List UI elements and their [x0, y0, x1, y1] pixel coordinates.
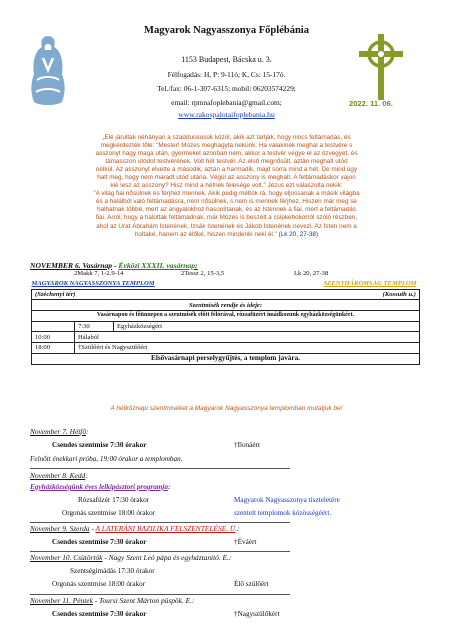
church-left-street: (Széchenyi tér) [35, 291, 76, 299]
table-row [32, 311, 420, 322]
parish-address: 1153 Budapest, Bácska u. 3. [181, 55, 272, 64]
organ-mass-line: Orgonás szentmise 18:00 órakor [52, 580, 146, 588]
church-right-name: SZENTHÁROMSÁG TEMPLOM [323, 280, 417, 287]
day-heading-wednesday: November 9. Szerda - A LATERÁNI BAZILIKA FELSZENTELÉSE. Ü.: [30, 524, 240, 533]
table-row [32, 353, 420, 364]
parish-title: Magyarok Nagyasszonya Főplébánia [144, 25, 309, 36]
phone-numbers: Tel./fax: 06-1-307-6315; mobil: 06203574229; [157, 84, 296, 93]
mass-line: Csendes szentmise 7:30 órakor [52, 538, 147, 546]
mass-intention: Hálaból [75, 332, 420, 343]
table-row [32, 279, 420, 289]
website-link[interactable]: www.rakospalotaifoplebania.hu [178, 110, 275, 119]
liturgical-day: Évközi XXXII. vasárnap [118, 261, 196, 270]
mass-intention: †Éváért [234, 538, 257, 546]
mass-time: 10:00 [32, 332, 75, 343]
collection-note: Elsővasárnapi perselygyűjtés, a templom javára. [32, 353, 420, 364]
divider [30, 594, 290, 595]
program-intention-2: szentelt templomok közösségéért. [234, 509, 332, 517]
table-row [32, 321, 420, 332]
choir-rehearsal-note: Felnőtt énekkari próba, 19:00 órakor a templomban. [30, 455, 183, 463]
reading-2: 2Tessz 2, 15-3,5 [181, 270, 225, 277]
mass-order-header: Szentmisék rendje és ideje: [32, 300, 420, 311]
day-heading-monday: November 7. Hétfő: [30, 427, 89, 436]
mass-schedule-table [31, 279, 420, 365]
email-address: email: rpmnafoplebania@gmail.com; [171, 98, 282, 107]
day-heading-friday: November 11. Péntek - Toursi Szent Márton püspök. E.: [30, 596, 195, 605]
week-heading: NOVEMBER 6. Vasárnap - Évközi XXXII. vasárnap: [30, 261, 198, 270]
day-heading-thursday: November 10. Csütörtök - Nagy Szent Leó pápa és egyháztanító. E.: [30, 553, 232, 562]
gospel-reference: (Lk 20, 27-38) [278, 230, 319, 238]
pastoral-program-heading: Egyházközségünk éves lelkipásztori programja: [30, 483, 171, 491]
mass-intention: †Nagyszülőkért [234, 610, 280, 618]
program-intention-1: Magyarok Nagyasszonya tiszteletére [234, 496, 340, 504]
weekday-notice: A hétköznapi szentmiséket a Magyarok Nagyasszonya templomban mutatjuk be! [110, 405, 343, 412]
mass-line: Csendes szentmise 7:30 órakor [52, 441, 147, 449]
mass-intention: Egyházközségért [114, 321, 420, 332]
organ-mass-line: Orgonás szentmise 18:00 órakor [62, 509, 156, 517]
gospel-text: „Elé járultak néhányan a szadduceusok közül, akik azt tartják, hogy nincs feltámadás, és megkérdezték tőle: "Mester! Mózes meghagyta nekünk: Ha valakinek meghal a testvére s asszonyt hagy maga után, gyermeket azonban nem, akkor a testvér vegye el az özvegyet, és támasszon utódot testvérének. Volt hét testvér. Az első megnősült, aztán meghalt utód nélkül. Az asszonyt elvette a második, aztán a harmadik, majd sorra mind a hét. De mind úgy halt meg, hogy nem maradt utód utána. Végül az asszony is meghalt. A feltámadáskor vajon kié lesz az asszony? Hisz mind a hétnek felesége volt." Jézus ezt válaszolta nekik: "A világ fiai nősülnek és férjhez mennek. Akik pedig méltók rá, hogy eljussanak a másik világba és a halálból való feltámadásra, nem nősülnek, s nem is mennek férjhez. Hiszen már meg se halhatnak többé, mert az angyalokhoz hasonlítanak, és az Istennek a fiai, mert a feltámadás fiai. Arról, hogy a halottak feltámadnak, már Mózes is beszélt a csipkebokorról szóló részben, ahol az Urat Ábrahám Istenének, Izsák Istenének és Jákob Istenének nevezi. Az Isten nem a holtaké, hanem az élőké, hiszen mindenki neki él." (Lk 20, 27-38) [93, 134, 360, 238]
mass-intention: †Szülőért és Nagyszülőért [75, 343, 420, 354]
mass-intention: Élő szülőért [234, 580, 269, 588]
church-left-name: MAGYAROK NAGYASSZONYA TEMPLOM [31, 280, 155, 288]
bulletin-date: 2022. 11. 06. [349, 99, 393, 108]
church-right-street: (Kossuth u.) [382, 290, 416, 298]
divider [30, 522, 290, 523]
rosary-line: Rózsafüzér 17:30 órakor [78, 496, 150, 504]
mass-time: 7:30 [75, 321, 114, 332]
mass-intention: †Ilonáért [234, 441, 260, 449]
adoration-line: Szentségimádás 17:30 órakor [70, 567, 155, 575]
mass-line: Csendes szentmise 7:30 órakor [52, 610, 147, 618]
reading-1: 2Makk 7, 1-2.9-14 [74, 270, 124, 277]
divider [30, 551, 290, 552]
table-row [32, 332, 420, 343]
mass-time: 18:00 [32, 343, 75, 354]
divider [30, 468, 290, 469]
reading-gospel: Lk 20, 27-38 [294, 270, 329, 277]
office-hours: Félfogadás: H, P: 9-11ó; K, Cs: 15-17ó. [167, 70, 286, 79]
day-heading-tuesday: November 8. Kedd: [30, 471, 88, 480]
table-row [32, 289, 420, 300]
table-row [32, 343, 420, 354]
sunday-rosary-note: Vasárnapon és főünnepen a szentmisék előtt félórával, rózsafüzért imádkozunk egyházközségünkért. [32, 311, 420, 322]
table-row [32, 300, 420, 311]
